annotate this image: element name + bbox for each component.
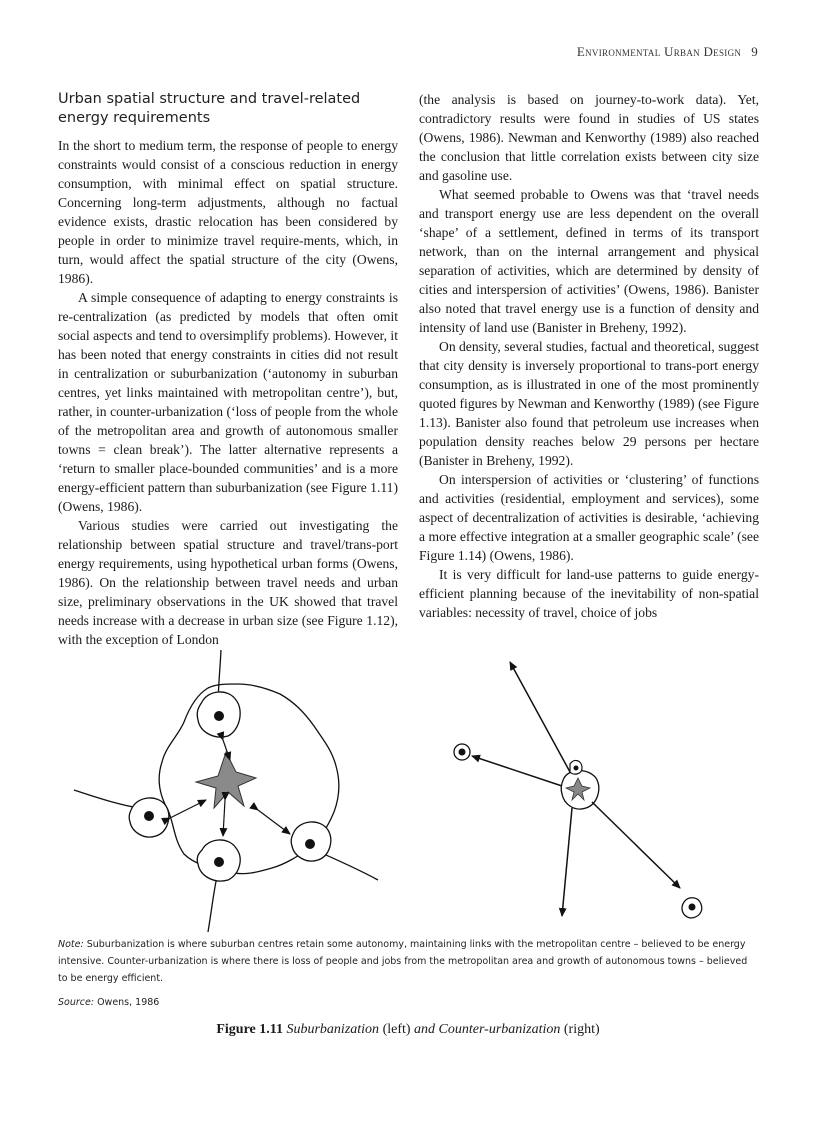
suburbanization-diagram	[74, 650, 378, 932]
right-paragraph-3: On density, several studies, factual and theoretical, suggest that city density is inversely proportional to trans-port energy consumption, as is illustrated in one of the most prominently quoted figures by Newman and Kenworthy (1989) (see Figure 1.13). Banister also found that petroleum use increases when population density reaches below 29 persons per hectare (Banister in Breheny, 1992).	[419, 339, 759, 468]
outflow-southwest	[562, 808, 572, 916]
note-label: Note:	[58, 939, 84, 950]
autonomous-town-near-metro	[570, 761, 582, 775]
suburban-centre-south	[197, 840, 240, 881]
caption-part2: (left)	[382, 1022, 411, 1037]
left-column	[58, 90, 398, 649]
section-title	[58, 90, 398, 128]
right-column	[419, 90, 759, 622]
section-title-line1: Urban spatial structure and travel-related	[58, 91, 361, 107]
left-paragraph-3: Various studies were carried out investigating the relationship between spatial structure and travel/trans-port energy requirements, using hypothetical urban forms (Owens, 1986). On the relationship between travel needs and urban size, preliminary observations in the UK showed that travel needs increase with a decrease in urban size (see Figure 1.12), with the exception of London	[58, 518, 398, 647]
outflow-west	[472, 756, 562, 786]
suburban-centre-west	[129, 798, 169, 837]
left-paragraph-1: In the short to medium term, the response of people to energy constraints would consist of a conscious reduction in energy consumption, with minimal effect on spatial structure. Concerning long-term adjustments, although no factual evidence exists, drastic relocation has been considered by people in order to minimize travel require-ments, which, in turn, would affect the spatial structure of the city (Owens, 1986).	[58, 138, 398, 286]
right-paragraph-5: It is very difficult for land-use patterns to guide energy-efficient planning because of the inevitability of non-spatial variables: necessity of travel, choice of jobs	[419, 567, 759, 620]
metropolitan-centre	[196, 752, 256, 808]
note-text: Suburbanization is where suburban centres retain some autonomy, maintaining links with the metropolitan centre – believed to be energy intensive. Counter-urbanization is where there is loss of people and jobs from the metropolitan area and growth of autonomous towns – believed to be energy efficient.	[58, 939, 748, 984]
figure-caption	[0, 1022, 816, 1038]
link-south	[223, 800, 225, 836]
right-paragraph-2: What seemed probable to Owens was that ‘travel needs and transport energy use are less dependent on the overall ‘shape’ of a settlement, defined in terms of its transport network, than on the internal arrangement and physical separation of activities, which are determined by density of cities and interspersion of activities’ (Owens, 1986). Banister also noted that travel energy use is a function of density and intensity of land use (Banister in Breheny, 1992).	[419, 187, 759, 335]
outflow-southeast	[592, 802, 680, 888]
caption-part3: and Counter-urbanization	[414, 1022, 561, 1037]
link-east	[258, 810, 290, 834]
figure-diagram	[58, 650, 758, 932]
outflow-north	[510, 662, 570, 772]
caption-number: Figure 1.11	[216, 1022, 283, 1037]
autonomous-town-southeast	[682, 898, 702, 918]
suburban-centre-north	[197, 692, 240, 737]
link-west	[170, 800, 206, 818]
source-label: Source:	[58, 997, 95, 1008]
source-text: Owens, 1986	[94, 997, 160, 1008]
section-title-line2: energy requirements	[58, 110, 211, 126]
left-paragraph-2: A simple consequence of adapting to energy constraints is re-centralization (as predicted by models that often omit social aspects and tend to oversimplify problems). However, it has been noted that energy constraints in cities did not result in centralization or suburbanization (‘autonomy in suburban centres, yet links maintained with metropolitan centre’), but, rather, in counter-urbanization (‘loss of people from the whole of the metropolitan area and growth of autonomous smaller towns = clean break’). The latter alternative represents a ‘return to smaller place-bounded communities’ and is a more energy-efficient pattern than suburbanization (see Figure 1.11) (Owens, 1986).	[58, 290, 398, 514]
caption-part4: (right)	[563, 1022, 600, 1037]
suburban-centre-east	[291, 822, 331, 861]
autonomous-town-west	[454, 744, 470, 760]
page-number: 9	[751, 44, 758, 59]
running-title: Environmental Urban Design	[576, 44, 742, 59]
caption-part1: Suburbanization	[286, 1022, 380, 1037]
counter-urbanization-diagram	[454, 662, 702, 918]
running-header	[577, 44, 758, 60]
right-paragraph-1: (the analysis is based on journey-to-work data). Yet, contradictory results were found in studies of US states (Owens, 1986). Newman and Kenworthy (1989) also reached the conclusion that little correlation exists between city size and gasoline use.	[419, 92, 759, 183]
figure-source	[58, 997, 159, 1008]
right-paragraph-4: On interspersion of activities or ‘clustering’ of functions and activities (residential, employment and services), some aspect of decentralization of activities is desirable, ‘achieving a more effective integration at a smaller geographic scale’ (see Figure 1.14) (Owens, 1986).	[419, 472, 759, 563]
figure-note	[58, 936, 758, 987]
